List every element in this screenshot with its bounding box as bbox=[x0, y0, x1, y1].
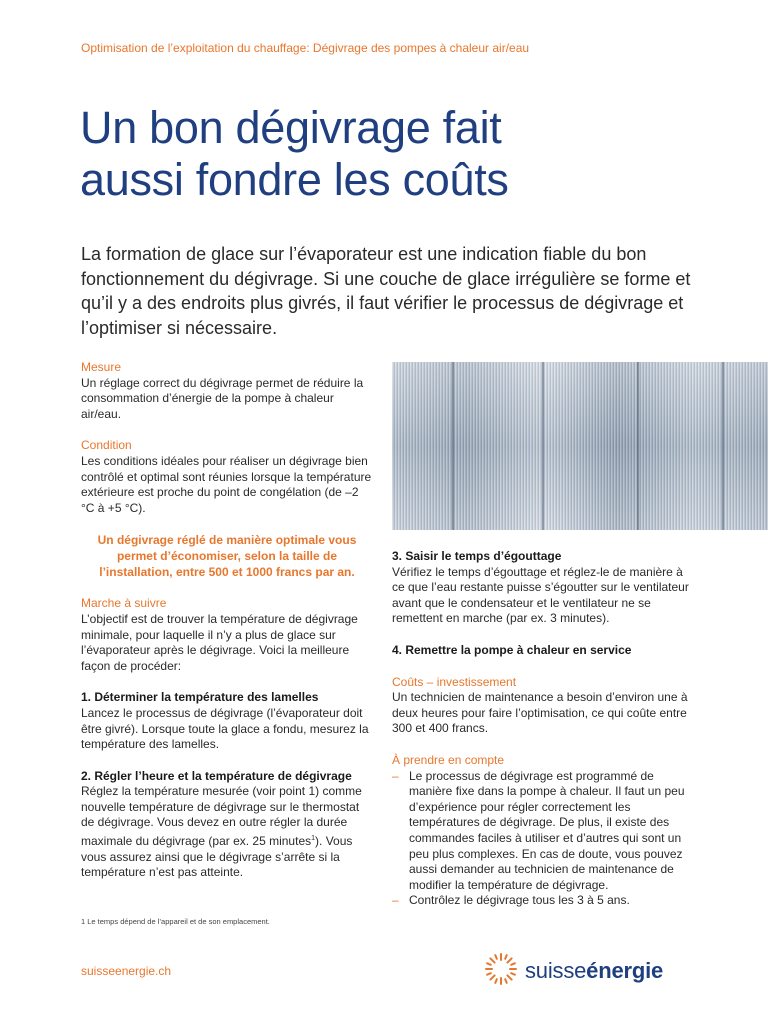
section-couts bbox=[392, 675, 692, 737]
section-step-1 bbox=[81, 690, 373, 752]
list-item: – Le processus de dégivrage est programmé de manière fixe dans la pompe à chaleur. Il faut un peu d’expérience pour régler correctement les températures de dégivrage. De plus, il existe des commandes faciles à utiliser et d’autres qui sont un peu plus complexes. En cas de doute, vous pouvez aussi demander au technicien de maintenance de modifier la température de dégivrage. bbox=[392, 769, 692, 894]
step-text: Vérifiez le temps d’égouttage et réglez-le de manière à ce que l’eau restante puisse s’égoutter sur le ventilateur avant que le condensateur et le ventilateur ne se remettent en marche (par ex. 3 minutes). bbox=[392, 564, 689, 626]
photo-frost-overlay bbox=[392, 362, 768, 530]
photo-fin bbox=[452, 362, 454, 530]
step-text bbox=[81, 784, 373, 881]
section-heading: Coûts – investissement bbox=[392, 674, 517, 689]
step-text: Lancez le processus de dégivrage (l’évaporateur doit être givré). Lorsque toute la glace a fondu, mesurez la température des lamelles. bbox=[81, 705, 369, 752]
page-title bbox=[80, 102, 720, 206]
considerations-list bbox=[392, 769, 692, 909]
website-link[interactable]: suisseenergie.ch bbox=[81, 964, 172, 978]
left-column bbox=[81, 360, 373, 897]
logo-wordmark-bold: énergie bbox=[586, 958, 664, 983]
section-heading: À prendre en compte bbox=[392, 752, 505, 767]
suisseenergie-logo bbox=[483, 953, 663, 989]
sun-rays-icon bbox=[483, 951, 519, 992]
right-column bbox=[392, 549, 692, 925]
step-heading: 4. Remettre la pompe à chaleur en service bbox=[392, 642, 632, 657]
evaporator-photo bbox=[392, 362, 768, 530]
section-text: L’objectif est de trouver la température de dégivrage minimale, pour laquelle il n’y a plus de glace sur l’évaporateur après le dégivrage. Voici la meilleure façon de procéder: bbox=[81, 611, 358, 673]
section-heading: Marche à suivre bbox=[81, 596, 167, 611]
section-heading: Mesure bbox=[81, 360, 122, 374]
section-marche bbox=[81, 596, 373, 674]
photo-fin bbox=[542, 362, 544, 530]
step-heading: 2. Régler l’heure et la température de dégivrage bbox=[81, 768, 352, 783]
step-heading: 3. Saisir le temps d’égouttage bbox=[392, 549, 562, 563]
lead-paragraph: La formation de glace sur l’évaporateur est une indication fiable du bon fonctionnement du dégivrage. Si une couche de glace irrégulière se forme et qu’il y a des endroits plus givrés, il faut vérifier le processus de dégivrage et l’optimiser si nécessaire. bbox=[81, 244, 691, 338]
page-title-line-1: Un bon dégivrage fait bbox=[80, 102, 502, 153]
footnote: 1 Le temps dépend de l’appareil et de son emplacement. bbox=[81, 917, 270, 926]
section-text: Un réglage correct du dégivrage permet de réduire la consommation d’énergie de la pompe à chaleur air/eau. bbox=[81, 375, 364, 421]
list-item: – Contrôlez le dégivrage tous les 3 à 5 ans. bbox=[392, 893, 692, 909]
section-heading: Condition bbox=[81, 438, 132, 453]
section-step-2 bbox=[81, 769, 373, 881]
logo-wordmark-light: suisse bbox=[525, 958, 587, 983]
section-text: Les conditions idéales pour réaliser un dégivrage bien contrôlé et optimal sont réunies lorsque la température extérieure est proche du point de congélation (de –2 °C à +5 °C). bbox=[81, 453, 372, 515]
section-condition bbox=[81, 438, 373, 516]
page-title-line-2: aussi fondre les coûts bbox=[80, 154, 509, 205]
footnote-marker: 1 bbox=[311, 835, 316, 843]
section-prendre-en-compte bbox=[392, 753, 692, 909]
step-text-part-a: Réglez la température mesurée (voir point 1) comme nouvelle température de dégivrage sur le thermostat de dégivrage. Vous devez en outre régler la durée maximale du dégivrage (par ex. 25 minutes bbox=[81, 784, 362, 849]
breadcrumb: Optimisation de l’exploitation du chauffage: Dégivrage des pompes à chaleur air/eau bbox=[81, 41, 530, 55]
photo-fin bbox=[722, 362, 724, 530]
step-text-part-b: ). Vous vous assurez ainsi que le dégivrage s’arrête si la température n’est pas atteinte. bbox=[81, 834, 353, 880]
section-step-4 bbox=[392, 643, 692, 659]
section-mesure bbox=[81, 360, 373, 422]
step-heading: 1. Déterminer la température des lamelles bbox=[81, 690, 319, 705]
section-text: Un technicien de maintenance a besoin d’environ une à deux heures pour faire l’optimisation, ce qui coûte entre 300 et 400 francs. bbox=[392, 690, 688, 736]
section-step-3 bbox=[392, 549, 692, 627]
photo-fin bbox=[637, 362, 639, 530]
logo-wordmark bbox=[525, 958, 663, 984]
savings-highlight: Un dégivrage réglé de manière optimale vous permet d’économiser, selon la taille de l’installation, entre 500 et 1000 francs par an. bbox=[97, 533, 357, 580]
